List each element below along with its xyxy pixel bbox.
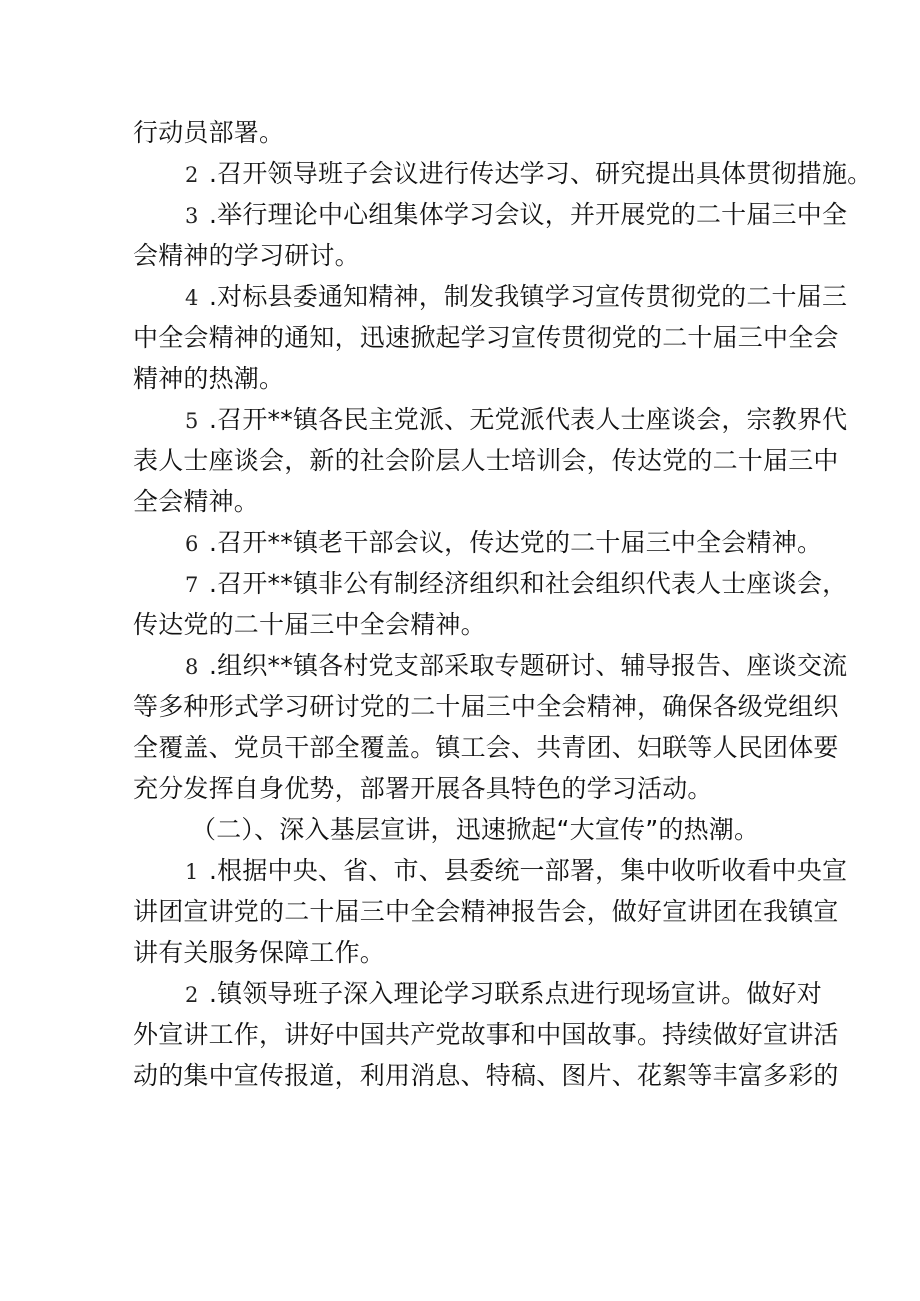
subsection-item-1: [133, 850, 848, 973]
section-heading: [133, 809, 795, 850]
text-line: 表人士座谈会，新的社会阶层人士培训会，传达党的二十届三中: [133, 446, 839, 475]
list-text: .对标县委通知精神，制发我镇学习宣传贯彻党的二十届三: [209, 282, 848, 311]
text-line: 等多种形式学习研讨党的二十届三中全会精神，确保各级党组织: [133, 692, 839, 721]
text-line: 中全会精神的通知，迅速掀起学习宣传贯彻党的二十届三中全会: [133, 323, 839, 352]
text-line: [133, 973, 822, 1014]
list-number: 2: [185, 983, 199, 1007]
text-line: [133, 194, 848, 235]
list-number: 2: [185, 163, 199, 187]
list-text: .召开**镇各民主党派、无党派代表人士座谈会，宗教界代: [209, 405, 848, 434]
text-line: [133, 645, 848, 686]
text-line: 行动员部署。: [133, 118, 285, 147]
list-text: .召开领导班子会议进行传达学习、研究提出具体贯彻措施。: [209, 159, 873, 188]
heading-text: （二）、深入基层宣讲，迅速掀起“大宣传”的热潮。: [191, 815, 760, 844]
list-item-8: [133, 645, 848, 809]
list-text: .组织**镇各村党支部采取专题研讨、辅导报告、座谈交流: [209, 651, 848, 680]
list-text: .举行理论中心组集体学习会议，并开展党的二十届三中全: [209, 200, 848, 229]
text-line: [133, 399, 848, 440]
text-line: 传达党的二十届三中全会精神。: [133, 610, 486, 639]
text-line: 外宣讲工作，讲好中国共产党故事和中国故事。持续做好宣讲活: [133, 1020, 839, 1049]
list-number: 6: [185, 532, 199, 556]
text-line: 全覆盖、党员干部全覆盖。镇工会、共青团、妇联等人民团体要: [133, 733, 839, 762]
list-item-6: [133, 522, 823, 563]
paragraph-continuation: [133, 112, 795, 153]
text-line: 动的集中宣传报道，利用消息、特稿、图片、花絮等丰富多彩的: [133, 1061, 839, 1090]
subsection-item-2: [133, 973, 839, 1096]
text-line: [133, 563, 848, 604]
list-text: .根据中央、省、市、县委统一部署，集中收听收看中央宣: [209, 856, 848, 885]
document-body: [133, 112, 873, 1096]
list-item-7: [133, 563, 848, 645]
list-item-3: [133, 194, 848, 276]
list-item-2: [133, 153, 873, 194]
list-text: .召开**镇老干部会议，传达党的二十届三中全会精神。: [209, 528, 823, 557]
text-line: [133, 850, 848, 891]
list-text: .召开**镇非公有制经济组织和社会组织代表人士座谈会，: [209, 569, 848, 598]
list-number: 3: [185, 204, 199, 228]
list-item-4: [133, 276, 848, 399]
text-line: 讲团宣讲党的二十届三中全会精神报告会，做好宣讲团在我镇宣: [133, 897, 839, 926]
text-line: [133, 153, 873, 194]
list-number: 7: [185, 573, 199, 597]
list-number: 8: [185, 655, 199, 679]
text-line: 会精神的学习研讨。: [133, 241, 360, 270]
text-line: 讲有关服务保障工作。: [133, 938, 386, 967]
list-number: 1: [185, 860, 199, 884]
text-line: 精神的热潮。: [133, 364, 285, 393]
list-item-5: [133, 399, 848, 522]
list-text: .镇领导班子深入理论学习联系点进行现场宣讲。做好对: [209, 979, 822, 1008]
list-number: 5: [185, 409, 199, 433]
list-number: 4: [185, 286, 199, 310]
text-line: [133, 276, 848, 317]
text-line: 充分发挥自身优势，部署开展各具特色的学习活动。: [133, 774, 713, 803]
text-line: 全会精神。: [133, 487, 260, 516]
text-line: [133, 522, 823, 563]
